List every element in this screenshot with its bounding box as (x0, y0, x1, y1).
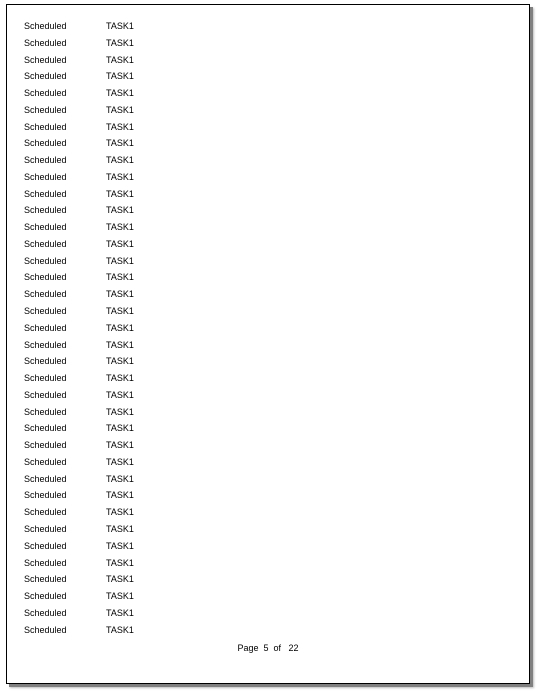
row-task: TASK1 (106, 104, 134, 115)
row-status: Scheduled (24, 255, 67, 266)
report-row (7, 135, 529, 152)
row-status: Scheduled (24, 507, 67, 518)
row-status: Scheduled (24, 406, 67, 417)
row-task: TASK1 (106, 507, 134, 518)
report-row (7, 420, 529, 437)
row-task: TASK1 (106, 205, 134, 216)
row-status: Scheduled (24, 557, 67, 568)
row-task: TASK1 (106, 574, 134, 585)
report-row (7, 186, 529, 203)
row-status: Scheduled (24, 171, 67, 182)
report-row (7, 353, 529, 370)
row-status: Scheduled (24, 71, 67, 82)
row-status: Scheduled (24, 607, 67, 618)
total-pages-number: 22 (288, 643, 299, 653)
row-task: TASK1 (106, 138, 134, 149)
row-task: TASK1 (106, 624, 134, 635)
row-status: Scheduled (24, 289, 67, 300)
row-task: TASK1 (106, 523, 134, 534)
report-row (7, 504, 529, 521)
report-row (7, 303, 529, 320)
row-status: Scheduled (24, 322, 67, 333)
report-row (7, 437, 529, 454)
report-row (7, 571, 529, 588)
row-task: TASK1 (106, 423, 134, 434)
row-status: Scheduled (24, 138, 67, 149)
row-status: Scheduled (24, 272, 67, 283)
report-row (7, 555, 529, 572)
row-status: Scheduled (24, 155, 67, 166)
row-task: TASK1 (106, 540, 134, 551)
row-task: TASK1 (106, 238, 134, 249)
row-task: TASK1 (106, 607, 134, 618)
report-row (7, 605, 529, 622)
row-task: TASK1 (106, 456, 134, 467)
row-task: TASK1 (106, 557, 134, 568)
row-task: TASK1 (106, 322, 134, 333)
report-row (7, 18, 529, 35)
row-status: Scheduled (24, 339, 67, 350)
report-row (7, 52, 529, 69)
row-task: TASK1 (106, 37, 134, 48)
report-page (6, 4, 530, 684)
report-row (7, 487, 529, 504)
row-task: TASK1 (106, 339, 134, 350)
row-task: TASK1 (106, 389, 134, 400)
row-status: Scheduled (24, 238, 67, 249)
row-status: Scheduled (24, 306, 67, 317)
report-row (7, 538, 529, 555)
row-task: TASK1 (106, 121, 134, 132)
row-status: Scheduled (24, 21, 67, 31)
page-footer (7, 643, 529, 653)
row-task: TASK1 (106, 306, 134, 317)
report-row (7, 521, 529, 538)
row-status: Scheduled (24, 591, 67, 602)
row-task: TASK1 (106, 272, 134, 283)
row-status: Scheduled (24, 523, 67, 534)
row-status: Scheduled (24, 490, 67, 501)
report-row (7, 169, 529, 186)
row-task: TASK1 (106, 473, 134, 484)
report-row (7, 404, 529, 421)
row-task: TASK1 (106, 406, 134, 417)
current-page-number: 5 (263, 643, 271, 653)
row-status: Scheduled (24, 222, 67, 233)
row-status: Scheduled (24, 54, 67, 65)
row-task: TASK1 (106, 591, 134, 602)
row-task: TASK1 (106, 373, 134, 384)
report-row (7, 471, 529, 488)
row-status: Scheduled (24, 574, 67, 585)
report-row (7, 35, 529, 52)
row-task: TASK1 (106, 155, 134, 166)
row-status: Scheduled (24, 373, 67, 384)
row-status: Scheduled (24, 423, 67, 434)
row-status: Scheduled (24, 473, 67, 484)
report-row (7, 387, 529, 404)
report-row (7, 85, 529, 102)
row-task: TASK1 (106, 54, 134, 65)
report-row (7, 119, 529, 136)
row-status: Scheduled (24, 188, 67, 199)
row-task: TASK1 (106, 21, 134, 31)
row-status: Scheduled (24, 440, 67, 451)
row-status: Scheduled (24, 37, 67, 48)
report-row (7, 454, 529, 471)
report-row (7, 320, 529, 337)
row-task: TASK1 (106, 222, 134, 233)
report-row (7, 202, 529, 219)
of-label: of (273, 643, 287, 653)
report-row (7, 622, 529, 639)
report-row (7, 236, 529, 253)
row-status: Scheduled (24, 356, 67, 367)
report-row (7, 68, 529, 85)
row-task: TASK1 (106, 71, 134, 82)
report-row (7, 253, 529, 270)
row-status: Scheduled (24, 624, 67, 635)
row-task: TASK1 (106, 171, 134, 182)
report-row (7, 152, 529, 169)
row-status: Scheduled (24, 456, 67, 467)
row-task: TASK1 (106, 188, 134, 199)
report-row (7, 286, 529, 303)
row-status: Scheduled (24, 104, 67, 115)
row-task: TASK1 (106, 440, 134, 451)
report-row (7, 588, 529, 605)
row-task: TASK1 (106, 490, 134, 501)
row-task: TASK1 (106, 289, 134, 300)
report-row (7, 269, 529, 286)
report-row (7, 102, 529, 119)
row-status: Scheduled (24, 205, 67, 216)
row-status: Scheduled (24, 88, 67, 99)
row-task: TASK1 (106, 356, 134, 367)
report-row (7, 370, 529, 387)
report-row (7, 219, 529, 236)
report-rows (7, 18, 529, 638)
page-label: Page (237, 643, 261, 653)
row-task: TASK1 (106, 88, 134, 99)
report-row (7, 337, 529, 354)
row-status: Scheduled (24, 540, 67, 551)
row-status: Scheduled (24, 389, 67, 400)
row-task: TASK1 (106, 255, 134, 266)
row-status: Scheduled (24, 121, 67, 132)
